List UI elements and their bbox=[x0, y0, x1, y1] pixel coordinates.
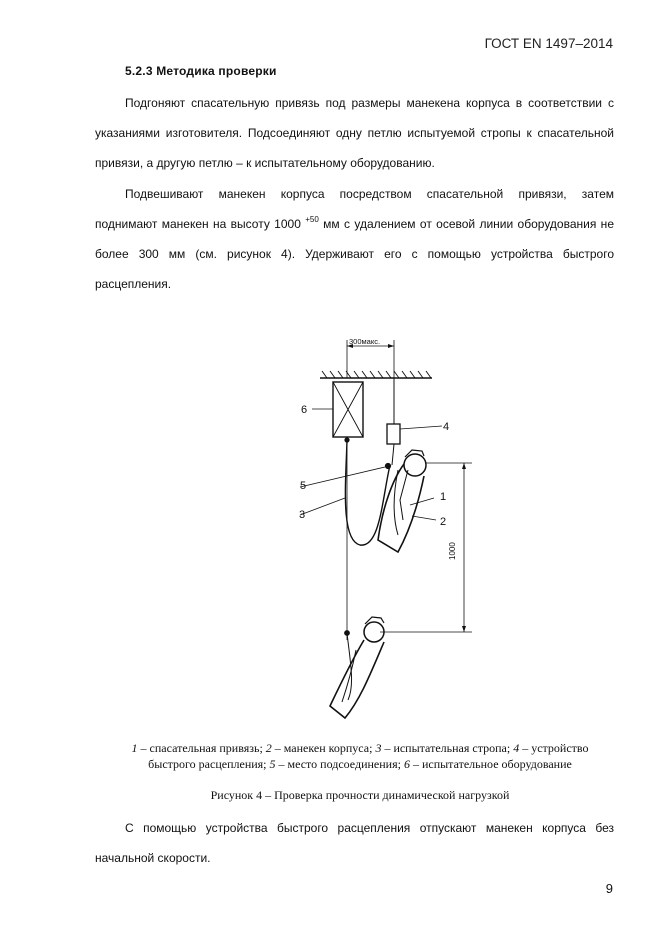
legend-text: – спасательная привязь; bbox=[137, 741, 266, 755]
figure-label-1: 1 bbox=[440, 491, 447, 503]
dim-1000-label: 1000 bbox=[448, 542, 457, 560]
legend-number: 2 bbox=[265, 741, 272, 755]
figure-label-3: 3 bbox=[299, 509, 306, 521]
figure-label-4: 4 bbox=[443, 421, 450, 433]
figure-label-6: 6 bbox=[301, 404, 308, 416]
legend-text: – устройство быстрого расцепления; bbox=[148, 741, 589, 771]
paragraph-2-text-a: поднимают манекен на высоту 1000 bbox=[95, 217, 301, 231]
legend-number: 1 bbox=[131, 741, 138, 755]
figure-title: Рисунок 4 – Проверка прочности динамической нагрузкой bbox=[210, 788, 510, 802]
paragraph-1: указаниями изготовителя. Подсоединяют одну петлю испытуемой стропы к спасательной привязи, а другую петлю – к испытательному оборудованию. bbox=[95, 126, 614, 170]
legend-text: – испытательное оборудование bbox=[409, 756, 572, 771]
legend-number: 6 bbox=[403, 756, 410, 771]
paragraph-2 bbox=[95, 209, 614, 299]
legend-number: 3 bbox=[375, 741, 382, 755]
legend-number: 5 bbox=[269, 756, 276, 771]
paragraph-2-text-b: мм с удалением от осевой линии оборудования не более 300 мм (см. рисунок 4). Удерживают его с помощью устройства быстрого расцепления. bbox=[95, 217, 614, 291]
height-tolerance: +50 bbox=[305, 215, 319, 224]
dim-300-label: 300макс. bbox=[349, 337, 381, 346]
section-title: 5.2.3 Методика проверки bbox=[125, 64, 277, 78]
figure-label-2: 2 bbox=[440, 516, 447, 528]
document-header: ГОСТ EN 1497–2014 bbox=[484, 36, 613, 51]
paragraph-3: начальной скорости. bbox=[95, 851, 211, 865]
legend-number: 4 bbox=[513, 741, 520, 755]
legend-text: – манекен корпуса; bbox=[271, 741, 376, 755]
figure-legend bbox=[110, 741, 610, 772]
page-number: 9 bbox=[605, 881, 613, 896]
paragraph-3-first-line: С помощью устройства быстрого расцепления отпускают манекен корпуса без bbox=[125, 821, 614, 835]
paragraph-1-first-line: Подгоняют спасательную привязь под размеры манекена корпуса в соответствии с bbox=[125, 96, 614, 110]
paragraph-2-first-line: Подвешивают манекен корпуса посредством спасательной привязи, затем bbox=[125, 187, 614, 201]
legend-text: – испытательная стропа; bbox=[381, 741, 514, 755]
figure-label-5: 5 bbox=[300, 480, 307, 492]
test-rig-diagram bbox=[300, 330, 460, 730]
legend-text: – место подсоединения; bbox=[275, 756, 404, 771]
